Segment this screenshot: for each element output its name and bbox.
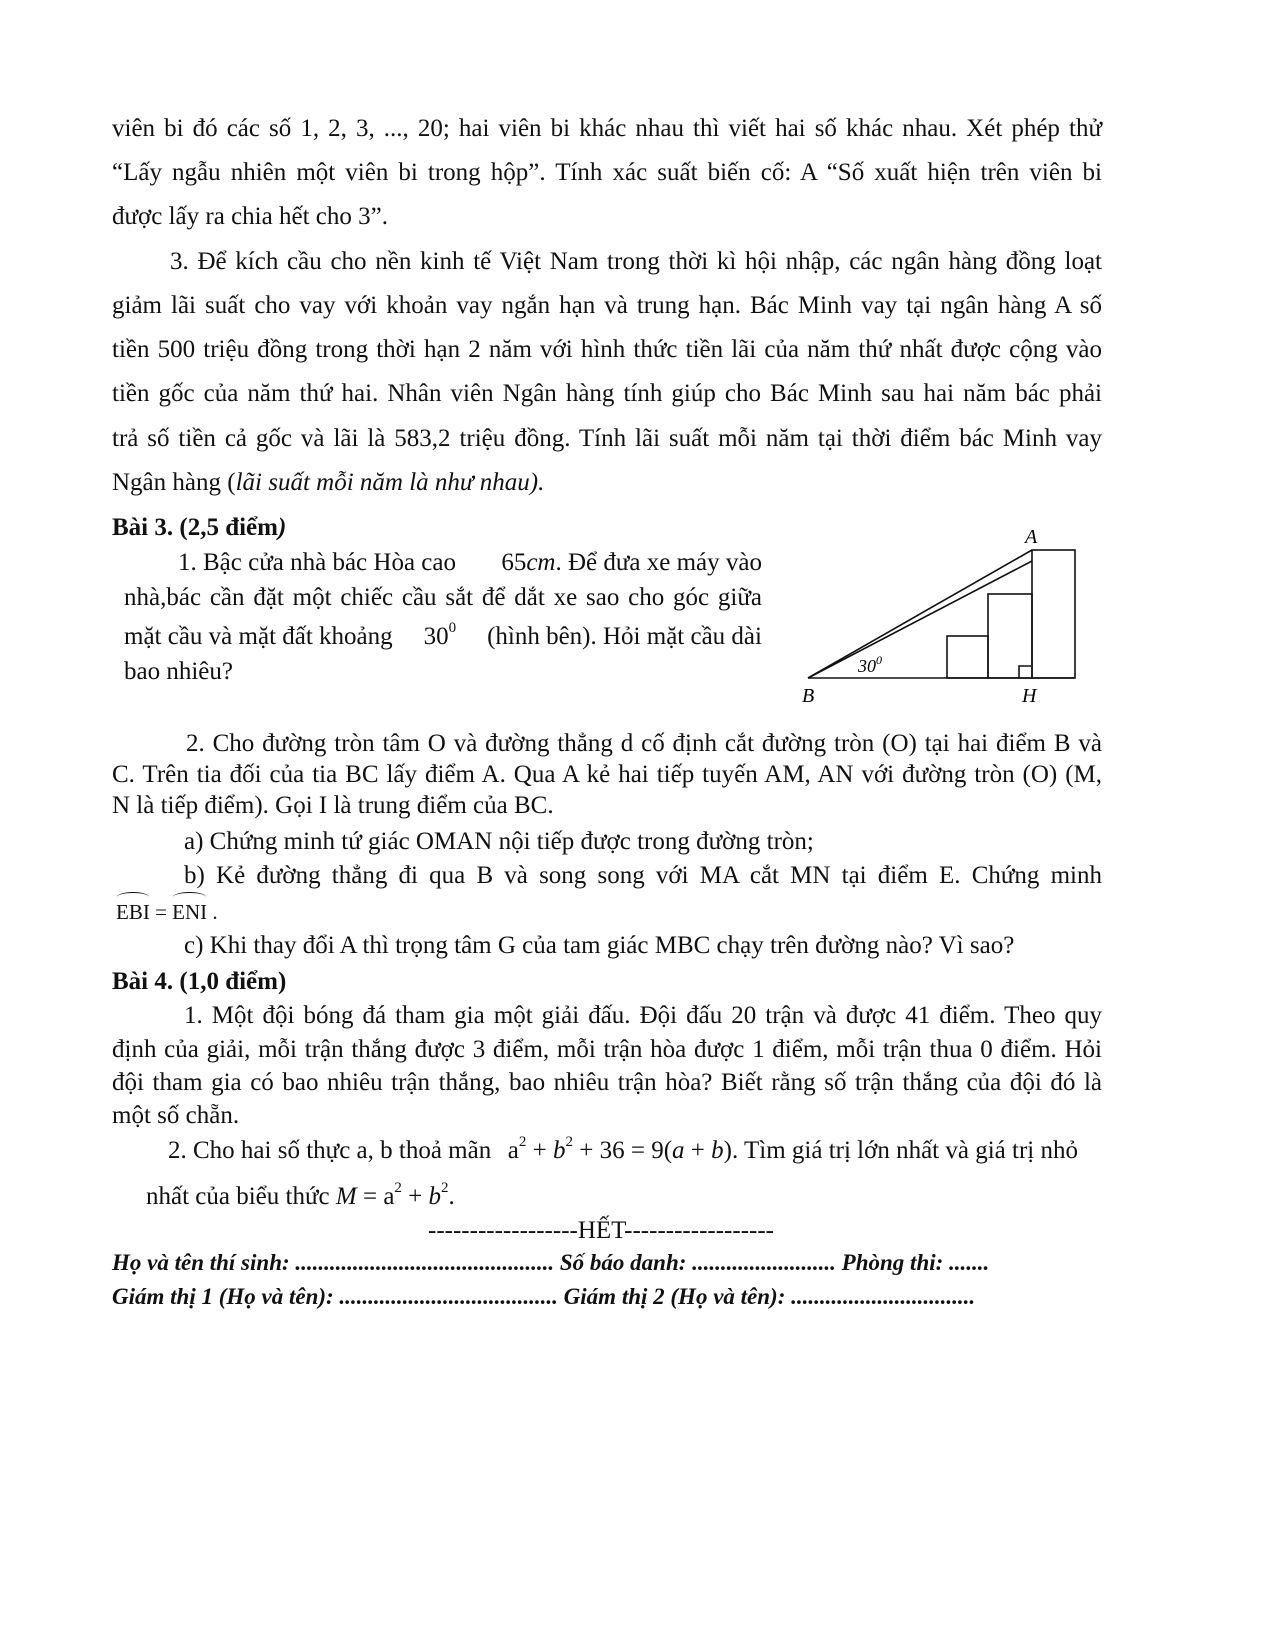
equals-sign: =: [149, 900, 173, 924]
end-marker: ------------------HẾT------------------: [428, 1217, 775, 1244]
exponent: 2: [441, 1180, 449, 1196]
exponent: 2: [565, 1134, 573, 1150]
math-number: 65: [501, 549, 527, 576]
text-line: [178, 548, 762, 578]
text-line: giảm lãi suất cho vay với khoản vay ngắn hạn và trung hạn. Bác Minh vay tại ngân hàng A số: [112, 292, 1102, 319]
text-line: [112, 468, 544, 498]
exponent: 2: [394, 1180, 402, 1196]
text-line: 3. Để kích cầu cho nền kinh tế Việt Nam trong thời kì hội nhập, các ngân hàng đồng loạt: [170, 248, 1102, 275]
text-line: [116, 897, 218, 927]
text-line: được lấy ra chia hết cho 3”.: [112, 203, 388, 230]
step-top: [1032, 550, 1075, 678]
ramp-line-lower: [808, 550, 1032, 678]
text-span: 1. Bậc cửa nhà bác Hòa cao: [178, 549, 456, 576]
ramp-line-upper: [808, 561, 1032, 678]
text-line: b) Kẻ đường thẳng đi qua B và song song với MA cắt MN tại điểm E. Chứng minh: [184, 862, 1102, 889]
angle-EBI: EBI: [116, 897, 150, 927]
text-line: c) Khi thay đổi A thì trọng tâm G của tam giác MBC chạy trên đường nào? Vì sao?: [184, 932, 1015, 959]
text-line: N là tiếp điểm). Gọi I là trung điểm của BC.: [112, 792, 554, 819]
text-line: định của giải, mỗi trận thắng được 3 điểm, mỗi trận hòa được 1 điểm, mỗi trận thua 0 điểm. Hỏi: [112, 1036, 1102, 1063]
exponent: 2: [518, 1134, 527, 1150]
candidate-info-row: Họ và tên thí sinh: ............................................. Số báo danh: ......................... Phòng thi: .......: [112, 1250, 990, 1275]
text-line: “Lấy ngẫu nhiên một viên bi trong hộp”. Tính xác suất biến cố: A “Số xuất hiện trên viên bi: [112, 159, 1102, 186]
text-line: nhà,bác cần đặt một chiếc cầu sắt để dắt xe sao cho góc giữa: [124, 584, 762, 611]
text-line: đội tham gia có bao nhiêu trận thắng, bao nhiêu trận hòa? Biết rằng số trận thắng của đội đó là: [112, 1069, 1102, 1096]
step-bottom: [947, 636, 988, 678]
label-A: A: [1025, 526, 1038, 548]
equation-constraint: $a^2 + b^2 + 36 = 9(a + b)$. Tìm giá trị lớn nhất và giá trị nhỏ: [507, 1134, 1078, 1164]
angle-value: [424, 622, 457, 652]
text-span: nhất của biểu thức: [146, 1183, 330, 1210]
section-heading-bai3: [112, 513, 286, 543]
text-line: C. Trên tia đối của tia BC lấy điểm A. Qua A kẻ hai tiếp tuyến AM, AN với đường tròn (O) (M,: [112, 761, 1102, 788]
coefficient: 9: [651, 1137, 664, 1164]
text-span: . Tìm giá trị lớn nhất và giá trị nhỏ: [731, 1137, 1078, 1164]
angle-number: 30: [423, 623, 449, 650]
period: .: [448, 1183, 455, 1210]
label-H: H: [1022, 685, 1037, 707]
ramp-figure: [790, 520, 1090, 710]
text-line: bao nhiêu?: [124, 658, 233, 685]
angle-ENI: ENI: [172, 897, 207, 927]
var-b: b: [711, 1137, 724, 1164]
text-line: [146, 1182, 455, 1212]
heading-paren: ): [277, 514, 287, 541]
var-a: a: [383, 1183, 395, 1210]
var-a: a: [507, 1137, 519, 1164]
text-span: (hình bên). Hỏi mặt cầu dài: [487, 623, 762, 650]
text-line: tiền gốc của năm thứ hai. Nhân viên Ngân hàng tính giúp cho Bác Minh sau hai năm bác phải: [112, 380, 1102, 407]
section-heading-bai4: Bài 4. (1,0 điểm): [112, 968, 287, 995]
math-expr: [501, 548, 762, 578]
heading-text: Bài 3. (2,5 điểm: [112, 514, 278, 541]
angle-label: $30^0$: [858, 653, 882, 676]
text-line: tiền 500 triệu đồng trong thời hạn 2 năm với hình thức tiền lãi của năm thứ nhất được cộng vào: [112, 336, 1102, 363]
text-line: 2. Cho đường tròn tâm O và đường thẳng d cố định cắt đường tròn (O) tại hai điểm B và: [186, 730, 1102, 757]
text-span: mặt cầu và mặt đất khoảng: [124, 623, 393, 650]
text-line: [124, 622, 762, 652]
expression-M: $M = a^2 + b^2$.: [335, 1180, 455, 1210]
var-M: M: [335, 1183, 357, 1210]
text-span: . Để đưa xe máy vào: [555, 549, 762, 576]
var-b: b: [552, 1137, 566, 1164]
text-span: 2. Cho hai số thực a, b thoả mãn: [168, 1137, 492, 1164]
text-line: [168, 1136, 1078, 1166]
text-line: viên bi đó các số 1, 2, 3, ..., 20; hai viên bi khác nhau thì viết hai số khác nhau. Xét phép thử: [112, 115, 1102, 142]
italic-note: lãi suất mỗi năm là như nhau).: [235, 469, 545, 496]
proctor-info-row: Giám thị 1 (Họ và tên): ...................................... Giám thị 2 (Họ và tên): ................................: [112, 1284, 976, 1309]
text-line: 1. Một đội bóng đá tham gia một giải đấu. Đội đấu 20 trận và được 41 điểm. Theo quy: [184, 1002, 1102, 1029]
label-B: B: [802, 685, 815, 707]
text-span: .: [207, 900, 218, 924]
text-line: một số chẵn.: [112, 1102, 240, 1129]
var-b: b: [428, 1183, 442, 1210]
var-a: a: [672, 1137, 685, 1164]
constant: 36: [599, 1137, 625, 1164]
text-span: Ngân hàng (: [112, 469, 236, 496]
math-unit: cm: [526, 549, 556, 576]
degree-sup: 0: [448, 620, 457, 636]
text-line: trả số tiền cả gốc và lãi là 583,2 triệu đồng. Tính lãi suất mỗi năm tại thời điểm bác Minh vay: [112, 425, 1102, 452]
text-line: a) Chứng minh tứ giác OMAN nội tiếp được trong đường tròn;: [184, 828, 814, 855]
right-angle-mark: [1019, 666, 1031, 678]
